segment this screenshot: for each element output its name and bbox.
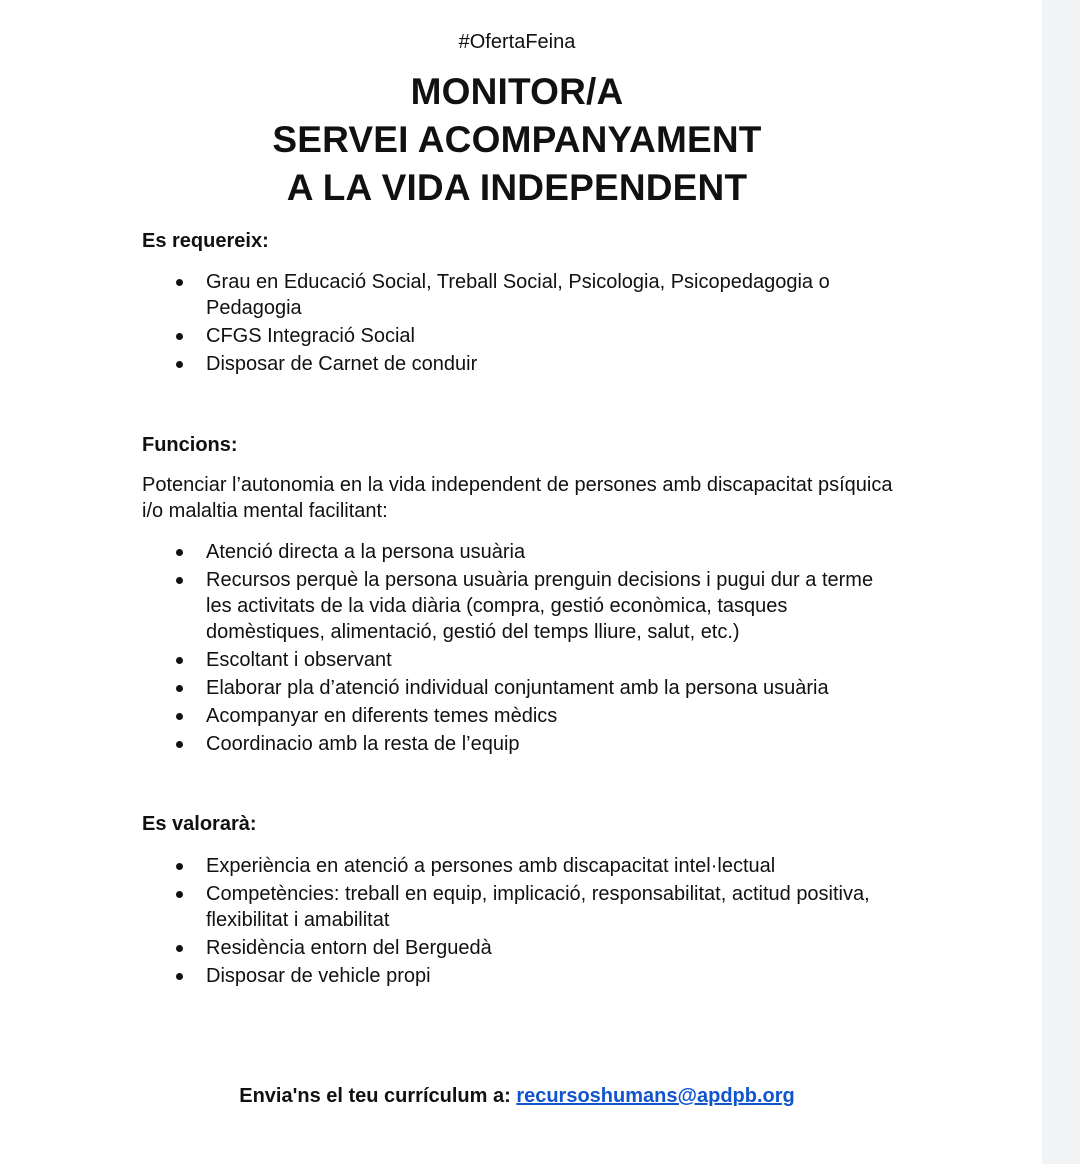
functions-list [142,539,902,759]
list-item: Atenció directa a la persona usuària [142,539,902,565]
list-item: Competències: treball en equip, implicació, responsabilitat, actitud positiva, flexibilitat i amabilitat [142,881,902,933]
contact-footer [0,1083,1034,1109]
list-item: Elaborar pla d’atenció individual conjuntament amb la persona usuària [142,675,902,701]
valued-list [142,853,902,991]
hashtag: #OfertaFeina [458,31,576,53]
list-item: Recursos perquè la persona usuària prenguin decisions i pugui dur a terme les activitats de la vida diària (compra, gestió econòmica, tasques domèstiques, alimentació, gestió del temps lliure, salut, etc.) [142,567,902,645]
functions-intro: Potenciar l’autonomia en la vida independent de persones amb discapacitat psíquica i/o malaltia mental facilitant: [142,474,893,522]
job-title-line-3: A LA VIDA INDEPENDENT [286,167,748,208]
list-item: Grau en Educació Social, Treball Social, Psicologia, Psicopedagogia o Pedagogia [142,269,902,321]
list-item: Residència entorn del Berguedà [142,935,902,961]
list-item: Disposar de vehicle propi [142,963,902,989]
list-item: Acompanyar en diferents temes mèdics [142,703,902,729]
contact-label: Envia'ns el teu currículum a: [239,1085,511,1107]
list-item: Experiència en atenció a persones amb discapacitat intel·lectual [142,853,902,879]
job-title [0,68,1034,212]
job-title-line-2: SERVEI ACOMPANYAMENT [272,119,762,160]
job-title-line-1: MONITOR/A [410,71,624,112]
functions-heading: Funcions: [142,434,238,456]
list-item: Escoltant i observant [142,647,902,673]
list-item: Disposar de Carnet de conduir [142,351,902,377]
list-item: CFGS Integració Social [142,323,902,349]
requirements-heading: Es requereix: [142,230,269,252]
contact-email-link[interactable]: recursoshumans@apdpb.org [516,1085,795,1107]
list-item: Coordinacio amb la resta de l’equip [142,731,902,757]
requirements-list [142,269,902,379]
valued-heading: Es valorarà: [142,813,257,835]
viewer-margin [1042,0,1080,1164]
